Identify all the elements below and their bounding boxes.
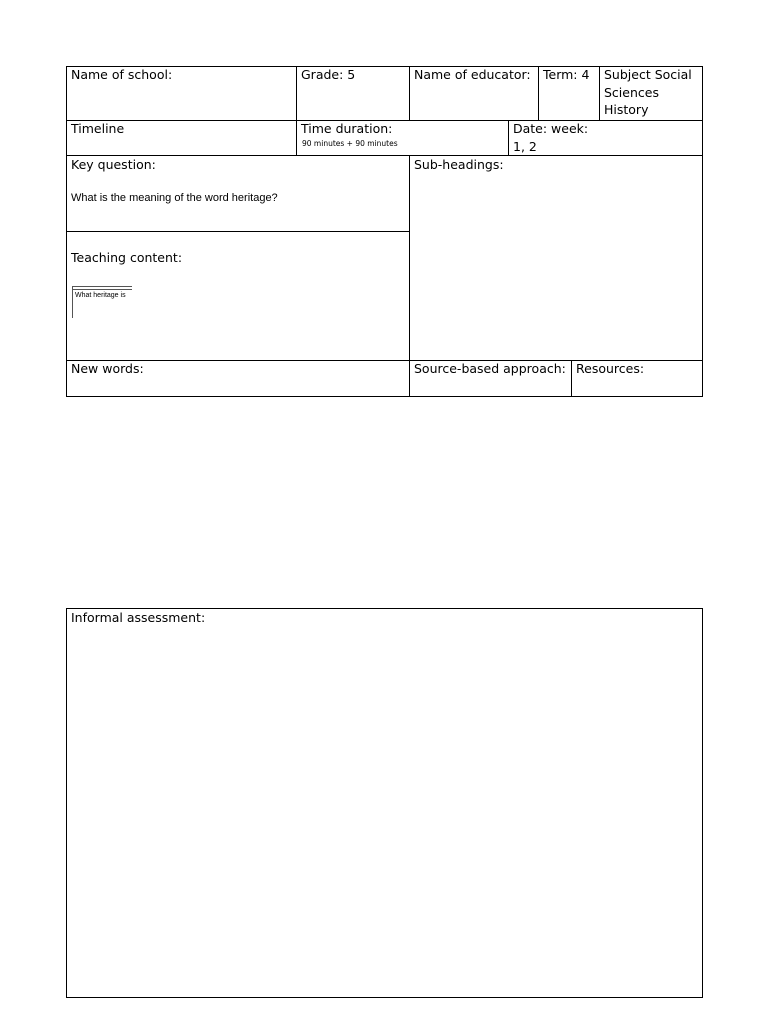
col-divider-school-grade xyxy=(296,66,297,120)
col-divider-educator-term xyxy=(538,66,539,120)
teaching-content-label: Teaching content: xyxy=(71,250,183,265)
row-divider-key-teaching xyxy=(66,231,410,232)
informal-assessment-label: Informal assessment: xyxy=(71,610,206,625)
educator-name-label: Name of educator: xyxy=(414,67,531,82)
date-week-value: 1, 2 xyxy=(513,139,537,154)
school-name-label: Name of school: xyxy=(71,67,173,82)
col-divider-term-subject xyxy=(599,66,600,120)
col-divider-middle xyxy=(409,155,410,397)
col-divider-timeline-duration xyxy=(296,120,297,155)
col-divider-source-resources xyxy=(571,360,572,397)
time-duration-value: 90 minutes + 90 minutes xyxy=(302,139,398,148)
source-based-approach-label: Source-based approach: xyxy=(414,361,566,376)
teaching-content-thumbnail xyxy=(72,286,132,318)
grade-label: Grade: 5 xyxy=(301,67,356,82)
key-question-text: What is the meaning of the word heritage? xyxy=(71,192,278,204)
subject-label-line3: History xyxy=(604,102,649,117)
subject-label-line2: Sciences xyxy=(604,85,659,100)
resources-label: Resources: xyxy=(576,361,645,376)
time-duration-label: Time duration: xyxy=(301,121,393,136)
informal-assessment-box xyxy=(66,608,703,998)
subject-label-line1: Subject Social xyxy=(604,67,692,82)
sub-headings-label: Sub-headings: xyxy=(414,157,504,172)
term-label: Term: 4 xyxy=(543,67,590,82)
new-words-label: New words: xyxy=(71,361,144,376)
col-divider-duration-date xyxy=(508,120,509,155)
key-question-label: Key question: xyxy=(71,157,156,172)
row-divider-2 xyxy=(66,155,703,156)
date-week-label: Date: week: xyxy=(513,121,589,136)
thumbnail-text: What heritage is xyxy=(75,292,126,299)
col-divider-grade-educator xyxy=(409,66,410,120)
timeline-label: Timeline xyxy=(71,121,125,136)
